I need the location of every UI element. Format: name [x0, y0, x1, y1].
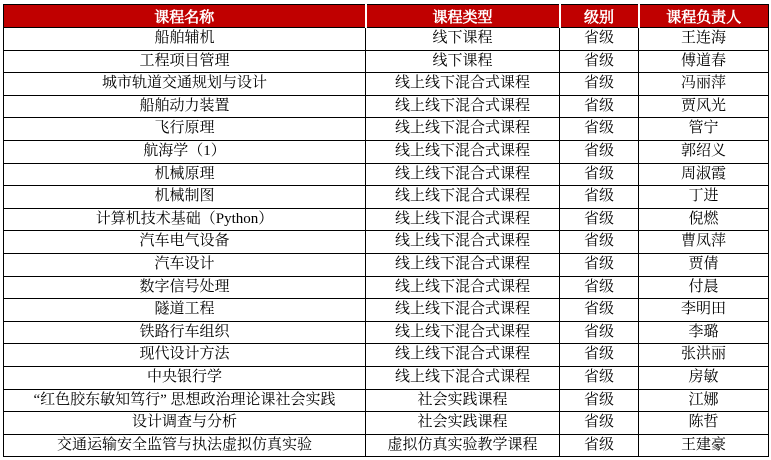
column-header-type: 课程类型: [366, 5, 560, 28]
leader-cell: 付晨: [639, 276, 769, 299]
leader-cell: 房敏: [639, 366, 769, 389]
leader-cell: 傅道春: [639, 50, 769, 73]
level-cell: 省级: [560, 50, 639, 73]
level-cell: 省级: [560, 344, 639, 367]
table-row: [4, 389, 769, 412]
leader-cell: 李璐: [639, 321, 769, 344]
leader-cell: 郭绍义: [639, 140, 769, 163]
name-cell: 计算机技术基础（Python）: [4, 208, 366, 231]
name-cell: 铁路行车组织: [4, 321, 366, 344]
type-cell: 线上线下混合式课程: [366, 344, 560, 367]
name-cell: “红色胶东敏知笃行” 思想政治理论课社会实践: [4, 389, 366, 412]
level-cell: 省级: [560, 140, 639, 163]
table-row: [4, 163, 769, 186]
table-row: [4, 118, 769, 141]
type-cell: 线上线下混合式课程: [366, 118, 560, 141]
leader-cell: 倪燃: [639, 208, 769, 231]
type-cell: 线上线下混合式课程: [366, 186, 560, 209]
type-cell: 线上线下混合式课程: [366, 321, 560, 344]
type-cell: 线上线下混合式课程: [366, 299, 560, 322]
leader-cell: 王连海: [639, 28, 769, 51]
type-cell: 线上线下混合式课程: [366, 253, 560, 276]
table-row: [4, 140, 769, 163]
level-cell: 省级: [560, 28, 639, 51]
leader-cell: 江娜: [639, 389, 769, 412]
table-row: [4, 186, 769, 209]
type-cell: 线上线下混合式课程: [366, 276, 560, 299]
type-cell: 线上线下混合式课程: [366, 231, 560, 254]
table-row: [4, 50, 769, 73]
name-cell: 船舶动力装置: [4, 95, 366, 118]
leader-cell: 李明田: [639, 299, 769, 322]
level-cell: 省级: [560, 73, 639, 96]
column-header-level: 级别: [560, 5, 639, 28]
type-cell: 线上线下混合式课程: [366, 208, 560, 231]
name-cell: 机械制图: [4, 186, 366, 209]
leader-cell: 王建豪: [639, 434, 769, 457]
level-cell: 省级: [560, 186, 639, 209]
table-row: [4, 73, 769, 96]
leader-cell: 管宁: [639, 118, 769, 141]
leader-cell: 贾风光: [639, 95, 769, 118]
name-cell: 数字信号处理: [4, 276, 366, 299]
level-cell: 省级: [560, 118, 639, 141]
level-cell: 省级: [560, 253, 639, 276]
leader-cell: 贾倩: [639, 253, 769, 276]
level-cell: 省级: [560, 434, 639, 457]
type-cell: 社会实践课程: [366, 412, 560, 435]
level-cell: 省级: [560, 412, 639, 435]
level-cell: 省级: [560, 95, 639, 118]
level-cell: 省级: [560, 163, 639, 186]
table-row: [4, 299, 769, 322]
table-row: [4, 366, 769, 389]
leader-cell: 陈哲: [639, 412, 769, 435]
table-row: [4, 253, 769, 276]
column-header-leader: 课程负责人: [639, 5, 769, 28]
leader-cell: 曹凤萍: [639, 231, 769, 254]
type-cell: 线下课程: [366, 50, 560, 73]
type-cell: 线上线下混合式课程: [366, 366, 560, 389]
table-body: [4, 28, 769, 457]
name-cell: 城市轨道交通规划与设计: [4, 73, 366, 96]
name-cell: 现代设计方法: [4, 344, 366, 367]
course-table: [3, 4, 769, 457]
name-cell: 设计调查与分析: [4, 412, 366, 435]
level-cell: 省级: [560, 231, 639, 254]
table-row: [4, 208, 769, 231]
type-cell: 虚拟仿真实验教学课程: [366, 434, 560, 457]
name-cell: 汽车电气设备: [4, 231, 366, 254]
table-row: [4, 231, 769, 254]
name-cell: 隧道工程: [4, 299, 366, 322]
level-cell: 省级: [560, 276, 639, 299]
leader-cell: 冯丽萍: [639, 73, 769, 96]
type-cell: 社会实践课程: [366, 389, 560, 412]
type-cell: 线上线下混合式课程: [366, 140, 560, 163]
type-cell: 线上线下混合式课程: [366, 73, 560, 96]
level-cell: 省级: [560, 208, 639, 231]
name-cell: 交通运输安全监管与执法虚拟仿真实验: [4, 434, 366, 457]
leader-cell: 张洪丽: [639, 344, 769, 367]
table-row: [4, 412, 769, 435]
level-cell: 省级: [560, 366, 639, 389]
name-cell: 飞行原理: [4, 118, 366, 141]
table-row: [4, 95, 769, 118]
table-row: [4, 434, 769, 457]
name-cell: 工程项目管理: [4, 50, 366, 73]
name-cell: 机械原理: [4, 163, 366, 186]
leader-cell: 周淑霞: [639, 163, 769, 186]
table-row: [4, 28, 769, 51]
leader-cell: 丁进: [639, 186, 769, 209]
name-cell: 中央银行学: [4, 366, 366, 389]
level-cell: 省级: [560, 389, 639, 412]
type-cell: 线下课程: [366, 28, 560, 51]
name-cell: 汽车设计: [4, 253, 366, 276]
name-cell: 船舶辅机: [4, 28, 366, 51]
table-row: [4, 344, 769, 367]
type-cell: 线上线下混合式课程: [366, 95, 560, 118]
table-row: [4, 321, 769, 344]
level-cell: 省级: [560, 321, 639, 344]
name-cell: 航海学（1）: [4, 140, 366, 163]
header-row: [4, 5, 769, 28]
column-header-name: 课程名称: [4, 5, 366, 28]
table-row: [4, 276, 769, 299]
type-cell: 线上线下混合式课程: [366, 163, 560, 186]
level-cell: 省级: [560, 299, 639, 322]
